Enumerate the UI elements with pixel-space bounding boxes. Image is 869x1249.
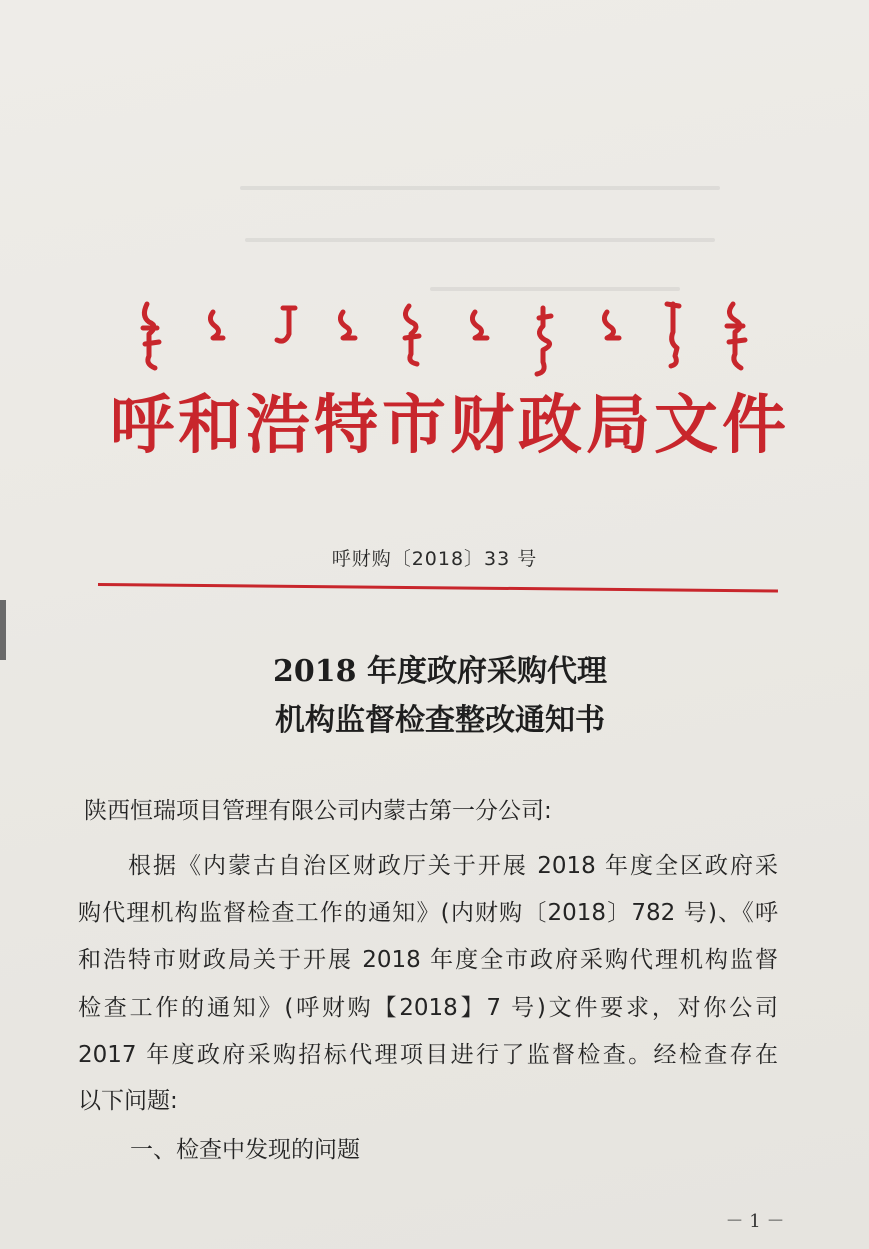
issuer-title: 呼和浩特市财政局文件	[110, 388, 790, 463]
paragraph-line: 购代理机构监督检查工作的通知》(内财购〔2018〕782 号)、《呼	[78, 900, 778, 926]
show-through-line	[430, 287, 680, 291]
mongolian-script-header	[135, 298, 750, 378]
section-heading: 一、检查中发现的问题	[130, 1137, 360, 1163]
paragraph-line: 2017 年度政府采购招标代理项目进行了监督检查。经检查存在	[78, 1042, 778, 1068]
paragraph-line: 和浩特市财政局关于开展 2018 年度全市政府采购代理机构监督	[78, 947, 778, 973]
paragraph-line: 根据《内蒙古自治区财政厅关于开展 2018 年度全区政府采	[78, 853, 778, 879]
mongolian-text: ᠬᠥᠬᠡᠬᠣᠲᠠ ᠶᠢᠨ ᠰᠠᠩᠬᠦᠦ ᠶᠢᠨ ᠲᠣᠪᠴᠢᠶ᠎ᠠ ᠶᠢᠨ ᠪᠢᠴᠢᠭ	[135, 298, 155, 299]
document-title-line-2: 机构监督检查整改通知书	[275, 703, 605, 738]
page-number: － 1 －	[725, 1211, 785, 1232]
document-title-line-1: 2018 年度政府采购代理	[273, 654, 607, 689]
paragraph-line: 检查工作的通知》(呼财购【2018】7 号)文件要求，对你公司	[78, 995, 778, 1021]
red-divider-line	[98, 583, 778, 593]
document-number: 呼财购〔2018〕33 号	[331, 548, 538, 570]
show-through-line	[240, 186, 720, 190]
addressee: 陕西恒瑞项目管理有限公司内蒙古第一分公司:	[84, 798, 552, 824]
page-edge-shadow	[0, 600, 6, 660]
show-through-line	[245, 238, 715, 242]
paragraph-line: 以下问题:	[78, 1088, 178, 1114]
